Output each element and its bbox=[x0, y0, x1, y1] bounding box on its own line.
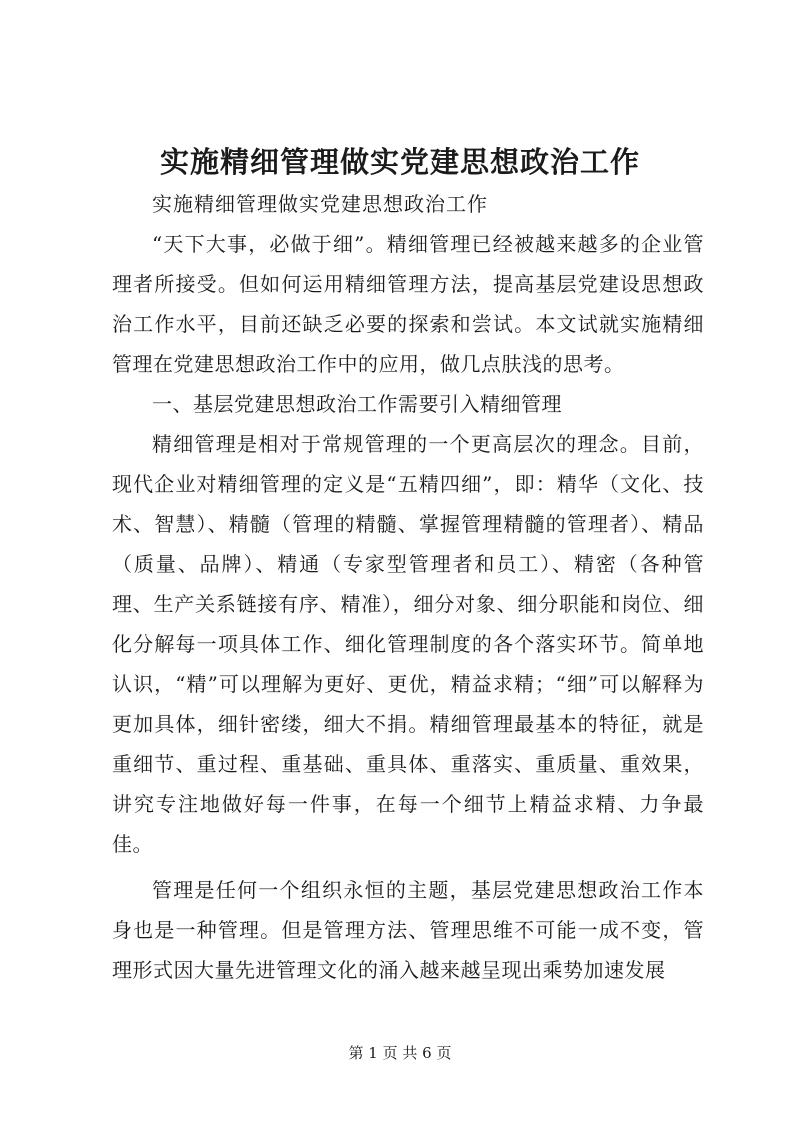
paragraph-definition: 精细管理是相对于常规管理的一个更高层次的理念。目前，现代企业对精细管理的定义是“五精四细”，即：精华（文化、技术、智慧）、精髓（管理的精髓、掌握管理精髓的管理者）、精品（质量、品牌）、精通（专家型管理者和员工）、精密（各种管理、生产关系链接有序、精准），细分对象、细分职能和岗位、细化分解每一项具体工作、细化管理制度的各个落实环节。简单地认识，“精”可以理解为更好、更优，精益求精；“细”可以解释为更加具体，细针密缕，细大不捐。精细管理最基本的特征，就是重细节、重过程、重基础、重具体、重落实、重质量、重效果，讲究专注地做好每一件事，在每一个细节上精益求精、力争最佳。 bbox=[112, 432, 704, 856]
paragraph-intro: “天下大事，必做于细”。精细管理已经被越来越多的企业管理者所接受。但如何运用精细管理方法，提高基层党建设思想政治工作水平，目前还缺乏必要的探索和尝试。本文试就实施精细管理在党建思想政治工作中的应用，做几点肤浅的思考。 bbox=[112, 232, 704, 376]
document-title: 实施精细管理做实党建思想政治工作 bbox=[159, 145, 640, 179]
document-body bbox=[112, 184, 704, 990]
paragraph-management: 管理是任何一个组织永恒的主题，基层党建思想政治工作本身也是一种管理。但是管理方法、管理思维不可能一成不变，管理形式因大量先进管理文化的涌入越来越呈现出乘势加速发展 bbox=[112, 878, 704, 982]
page-footer: 第 1 页 共 6 页 bbox=[348, 1044, 452, 1062]
section-heading: 一、基层党建思想政治工作需要引入精细管理 bbox=[152, 392, 562, 416]
paragraph-subtitle: 实施精细管理做实党建思想政治工作 bbox=[152, 192, 488, 216]
